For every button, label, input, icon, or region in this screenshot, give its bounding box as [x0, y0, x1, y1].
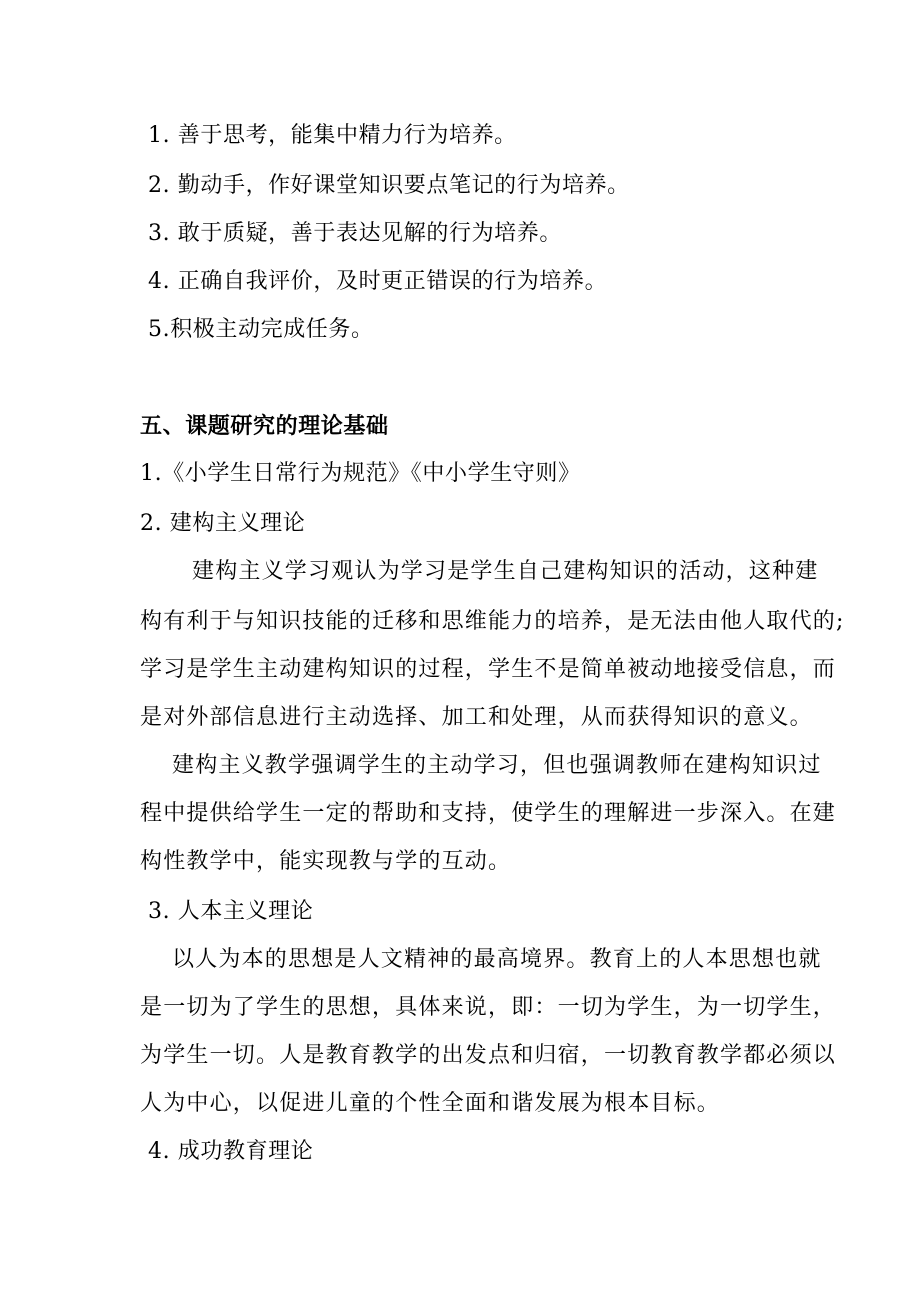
behavior-item-3: 3. 敢于质疑，善于表达见解的行为培养。: [148, 221, 562, 246]
behavior-item-1: 1. 善于思考，能集中精力行为培养。: [148, 123, 517, 148]
constructivism-para-1-line-1: 建构主义学习观认为学习是学生自己建构知识的活动，这种建: [192, 559, 819, 584]
behavior-item-2: 2. 勤动手，作好课堂知识要点笔记的行为培养。: [148, 173, 630, 198]
behavior-item-5: 5.积极主动完成任务。: [148, 317, 374, 342]
constructivism-para-1-line-4: 是对外部信息进行主动选择、加工和处理，从而获得知识的意义。: [140, 705, 813, 730]
section-heading: 五、课题研究的理论基础: [140, 413, 389, 439]
theory-item-2-heading: 2. 建构主义理论: [140, 511, 306, 536]
constructivism-para-1-line-3: 学习是学生主动建构知识的过程，学生不是简单被动地接受信息，而: [140, 657, 837, 682]
theory-item-1: 1.《小学生日常行为规范》《中小学生守则》: [140, 461, 581, 486]
humanism-para-line-3: 为学生一切。人是教育教学的出发点和归宿，一切教育教学都必须以: [140, 1043, 837, 1068]
constructivism-para-1-line-2: 构有利于与知识技能的迁移和思维能力的培养，是无法由他人取代的;: [140, 609, 845, 634]
constructivism-para-2-line-1: 建构主义教学强调学生的主动学习，但也强调教师在建构知识过: [172, 753, 822, 778]
theory-item-4-heading: 4. 成功教育理论: [148, 1139, 314, 1164]
behavior-item-4: 4. 正确自我评价，及时更正错误的行为培养。: [148, 269, 608, 294]
humanism-para-line-2: 是一切为了学生的思想，具体来说，即：一切为学生，为一切学生，: [140, 995, 837, 1020]
constructivism-para-2-line-2: 程中提供给学生一定的帮助和支持，使学生的理解进一步深入。在建: [140, 801, 837, 826]
humanism-para-line-1: 以人为本的思想是人文精神的最高境界。教育上的人本思想也就: [172, 947, 822, 972]
constructivism-para-2-line-3: 构性教学中，能实现教与学的互动。: [140, 849, 512, 874]
humanism-para-line-4: 人为中心，以促进儿童的个性全面和谐发展为根本目标。: [140, 1091, 721, 1116]
theory-item-3-heading: 3. 人本主义理论: [148, 899, 314, 924]
